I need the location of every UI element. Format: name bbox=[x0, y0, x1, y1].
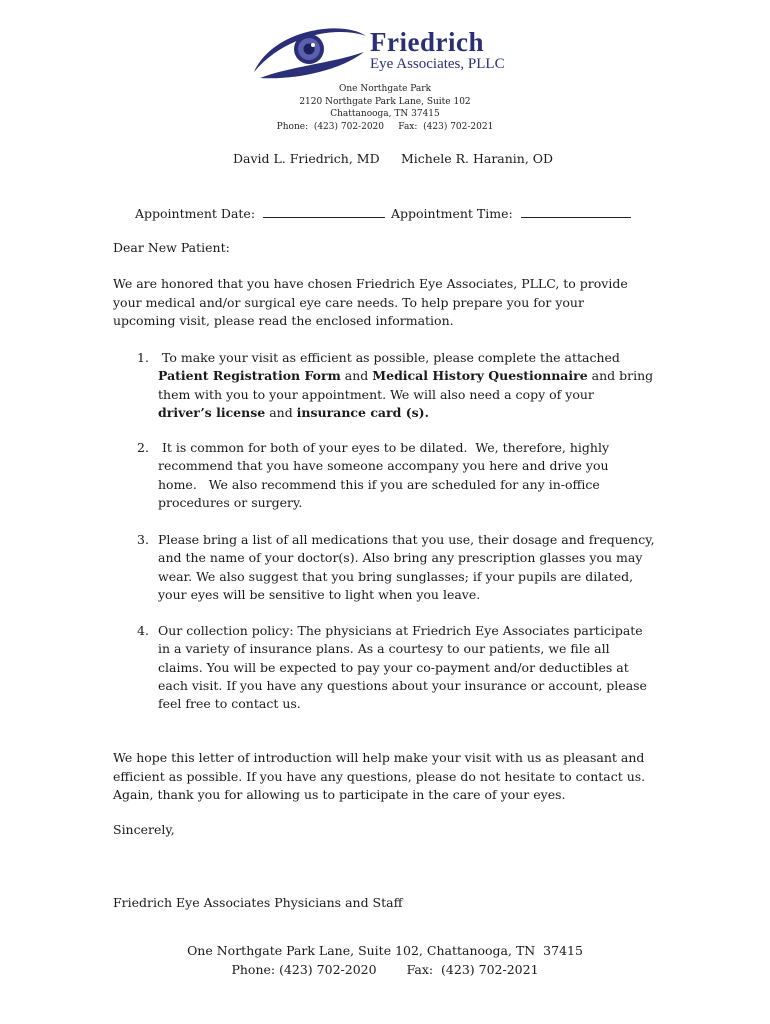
list-number: 1. bbox=[137, 350, 149, 365]
letterhead-line: Phone: (423) 702-2020 Fax: (423) 702-2021 bbox=[276, 121, 494, 132]
item-line: in a variety of insurance plans. As a courtesy to our patients, we file all bbox=[158, 641, 610, 657]
appointment-date-label: Appointment Date: bbox=[135, 206, 256, 221]
signature-line: Friedrich Eye Associates Physicians and Staff bbox=[113, 895, 403, 910]
paragraph-line: Again, thank you for allowing us to participate in the care of your eyes. bbox=[113, 787, 566, 802]
item-line: procedures or surgery. bbox=[158, 494, 303, 510]
bold-phrase: driver’s license bbox=[158, 404, 266, 420]
item-line: feel free to contact us. bbox=[158, 696, 301, 712]
intro-paragraph bbox=[113, 275, 628, 331]
paragraph-line: your medical and/or surgical eye care needs. To help prepare you for your bbox=[113, 294, 584, 310]
item-line: home. We also recommend this if you are scheduled for any in-office bbox=[158, 476, 600, 492]
appointment-time-label: Appointment Time: bbox=[391, 206, 513, 221]
letterhead-line: One Northgate Park bbox=[338, 84, 432, 94]
item-line: Please bring a list of all medications that you use, their dosage and frequency, bbox=[158, 532, 655, 547]
footer-contact bbox=[0, 961, 770, 980]
paragraph-line: upcoming visit, please read the enclosed information. bbox=[113, 313, 454, 328]
logo-subtitle: Eye Associates, PLLC bbox=[370, 56, 505, 72]
salutation: Dear New Patient: bbox=[113, 240, 230, 255]
paragraph-line: We are honored that you have chosen Friedrich Eye Associates, PLLC, to provide bbox=[113, 276, 628, 291]
footer-fax: Fax: (423) 702-2021 bbox=[406, 961, 539, 977]
list-number: 2. bbox=[137, 440, 149, 455]
item-line: your eyes will be sensitive to light when you leave. bbox=[158, 586, 481, 602]
paragraph-line: We hope this letter of introduction will help make your visit with us as pleasant and bbox=[113, 750, 645, 765]
item-line: them with you to your appointment. We will also need a copy of your bbox=[158, 386, 594, 402]
item-line: claims. You will be expected to pay your co-payment and/or deductibles at bbox=[158, 659, 629, 675]
appointment-date-field[interactable] bbox=[135, 205, 385, 221]
company-logo bbox=[252, 22, 522, 82]
footer-address bbox=[0, 942, 770, 979]
list-number: 3. bbox=[137, 532, 149, 547]
closing-paragraph bbox=[113, 749, 645, 805]
letterhead-line: Chattanooga, TN 37415 bbox=[330, 109, 440, 120]
item-line: and the name of your doctor(s). Also bring any prescription glasses you may bbox=[158, 550, 643, 566]
item-line: Our collection policy: The physicians at Friedrich Eye Associates participate bbox=[158, 623, 643, 638]
paragraph-line: efficient as possible. If you have any questions, please do not hesitate to contact us. bbox=[113, 768, 646, 784]
eye-logo-icon bbox=[252, 22, 370, 82]
appointment-time-blank[interactable] bbox=[521, 205, 631, 218]
item-line: Patient Registration Form and Medical History Questionnaire and bring bbox=[158, 368, 654, 384]
bold-phrase: insurance card (s). bbox=[296, 404, 429, 420]
appointment-time-field[interactable] bbox=[391, 205, 631, 221]
doctor-name: David L. Friedrich, MD bbox=[233, 151, 380, 166]
item-line: driver’s license and insurance card (s). bbox=[158, 404, 429, 420]
logo-name: Friedrich bbox=[370, 27, 484, 57]
doctor-name: Michele R. Haranin, OD bbox=[401, 151, 554, 166]
footer-line: One Northgate Park Lane, Suite 102, Chattanooga, TN 37415 bbox=[187, 943, 583, 958]
letterhead-line: 2120 Northgate Park Lane, Suite 102 bbox=[299, 96, 471, 107]
list-number: 4. bbox=[137, 623, 149, 638]
sign-off: Sincerely, bbox=[113, 822, 175, 837]
appointment-date-blank[interactable] bbox=[263, 205, 385, 218]
item-line: wear. We also suggest that you bring sunglasses; if your pupils are dilated, bbox=[158, 568, 634, 584]
item-line: It is common for both of your eyes to be dilated. We, therefore, highly bbox=[158, 440, 610, 455]
item-line: To make your visit as efficient as possible, please complete the attached bbox=[158, 350, 620, 365]
item-line: recommend that you have someone accompany you here and drive you bbox=[158, 458, 609, 474]
item-line: each visit. If you have any questions about your insurance or account, please bbox=[158, 677, 647, 693]
bold-phrase: Medical History Questionnaire bbox=[372, 368, 588, 384]
footer-phone: Phone: (423) 702-2020 bbox=[231, 961, 377, 977]
bold-phrase: Patient Registration Form bbox=[158, 368, 341, 384]
letterhead-address bbox=[0, 83, 770, 133]
